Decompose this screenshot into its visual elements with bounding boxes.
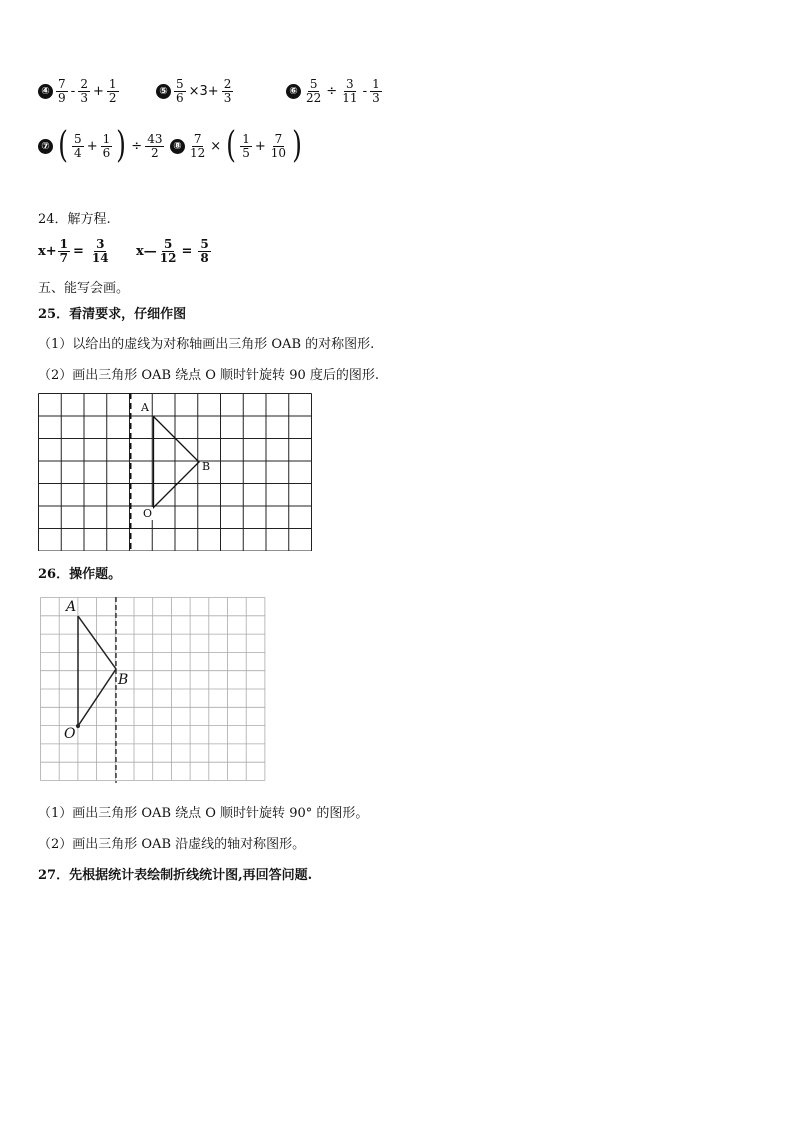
q25-label-a: A xyxy=(141,401,149,414)
operator: + xyxy=(86,138,98,154)
expression-7 xyxy=(38,125,165,166)
section-5-title: 五、能写会画。 xyxy=(38,281,130,296)
eq1-fraction-left: $\frac{1}{7}$ xyxy=(59,237,69,265)
q24-equation-1 xyxy=(38,238,112,265)
q27-title: 27．先根据统计表绘制折线统计图,再回答问题. xyxy=(38,868,313,883)
question-number-badge: ⑤ xyxy=(156,84,171,99)
expression-4 xyxy=(38,78,120,105)
eq2-equals: = xyxy=(181,244,193,259)
q26-label-b: B xyxy=(118,672,129,688)
expression-6 xyxy=(286,78,383,105)
q26-grid xyxy=(40,597,266,783)
operator: - xyxy=(70,84,76,99)
q26-label-a: A xyxy=(66,599,77,615)
parenthesis: ) xyxy=(292,125,303,166)
fraction: $\frac{7}{12}$ xyxy=(190,131,206,160)
q25-title: 25．看清要求，仔细作图 xyxy=(38,307,187,322)
question-number-badge: ④ xyxy=(38,84,53,99)
q25-grid xyxy=(38,393,314,551)
operator: ÷ xyxy=(131,138,143,154)
q26-label-o: O xyxy=(64,726,76,742)
eq2-fraction-right: $\frac{5}{8}$ xyxy=(200,237,209,265)
q25-triangle-oab xyxy=(154,417,200,508)
q24-equation-2 xyxy=(136,238,212,265)
q25-item-1: （1）以给出的虚线为对称轴画出三角形 OAB 的对称图形. xyxy=(38,337,375,352)
fraction: $\frac{5}{4}$ xyxy=(74,131,82,160)
fraction: $\frac{7}{10}$ xyxy=(270,131,287,160)
fraction: $\frac{1}{3}$ xyxy=(372,77,380,105)
q26-item-1: （1）画出三角形 OAB 绕点 O 顺时针旋转 90° 的图形。 xyxy=(38,806,369,821)
operator: + xyxy=(92,84,104,99)
question-number-badge: ⑥ xyxy=(286,84,301,99)
eq1-fraction-right: $\frac{3}{14}$ xyxy=(91,237,109,265)
fraction: $\frac{1}{2}$ xyxy=(108,77,117,105)
fraction: $\frac{1}{5}$ xyxy=(242,131,250,160)
eq2-fraction-left: $\frac{5}{12}$ xyxy=(159,237,177,265)
fraction: $\frac{2}{3}$ xyxy=(223,77,232,105)
eq1-lhs: x+ xyxy=(38,244,57,259)
question-number-badge: ⑧ xyxy=(170,139,185,154)
fraction: $\frac{5}{6}$ xyxy=(176,77,184,105)
q25-label-b: B xyxy=(202,460,211,473)
q24-title: 24．解方程. xyxy=(38,212,111,227)
fraction: $\frac{7}{9}$ xyxy=(58,77,66,105)
q26-item-2: （2）画出三角形 OAB 沿虚线的轴对称图形。 xyxy=(38,837,306,852)
fraction: $\frac{3}{11}$ xyxy=(342,77,358,105)
question-number-badge: ⑦ xyxy=(38,139,53,154)
fraction: $\frac{1}{6}$ xyxy=(102,131,111,160)
expression-8 xyxy=(170,125,305,166)
q26-title: 26．操作题。 xyxy=(38,567,122,582)
parenthesis: ( xyxy=(58,125,68,166)
expression-5 xyxy=(156,78,234,105)
operator: + xyxy=(254,138,266,154)
q25-label-o: O xyxy=(143,507,153,520)
fraction: $\frac{2}{3}$ xyxy=(80,77,88,105)
operator: × xyxy=(210,138,222,154)
eq2-lhs: x— xyxy=(136,244,157,259)
operator: ÷ xyxy=(326,84,338,99)
parenthesis: ) xyxy=(116,125,127,166)
fraction: $\frac{5}{22}$ xyxy=(306,77,322,105)
parenthesis: ( xyxy=(226,125,237,166)
eq1-equals: = xyxy=(73,244,84,259)
q25-item-2: （2）画出三角形 OAB 绕点 O 顺时针旋转 90 度后的图形. xyxy=(38,368,379,383)
operator: - xyxy=(362,84,368,99)
fraction: $\frac{43}{2}$ xyxy=(147,131,163,160)
operator: ×3+ xyxy=(188,84,219,99)
